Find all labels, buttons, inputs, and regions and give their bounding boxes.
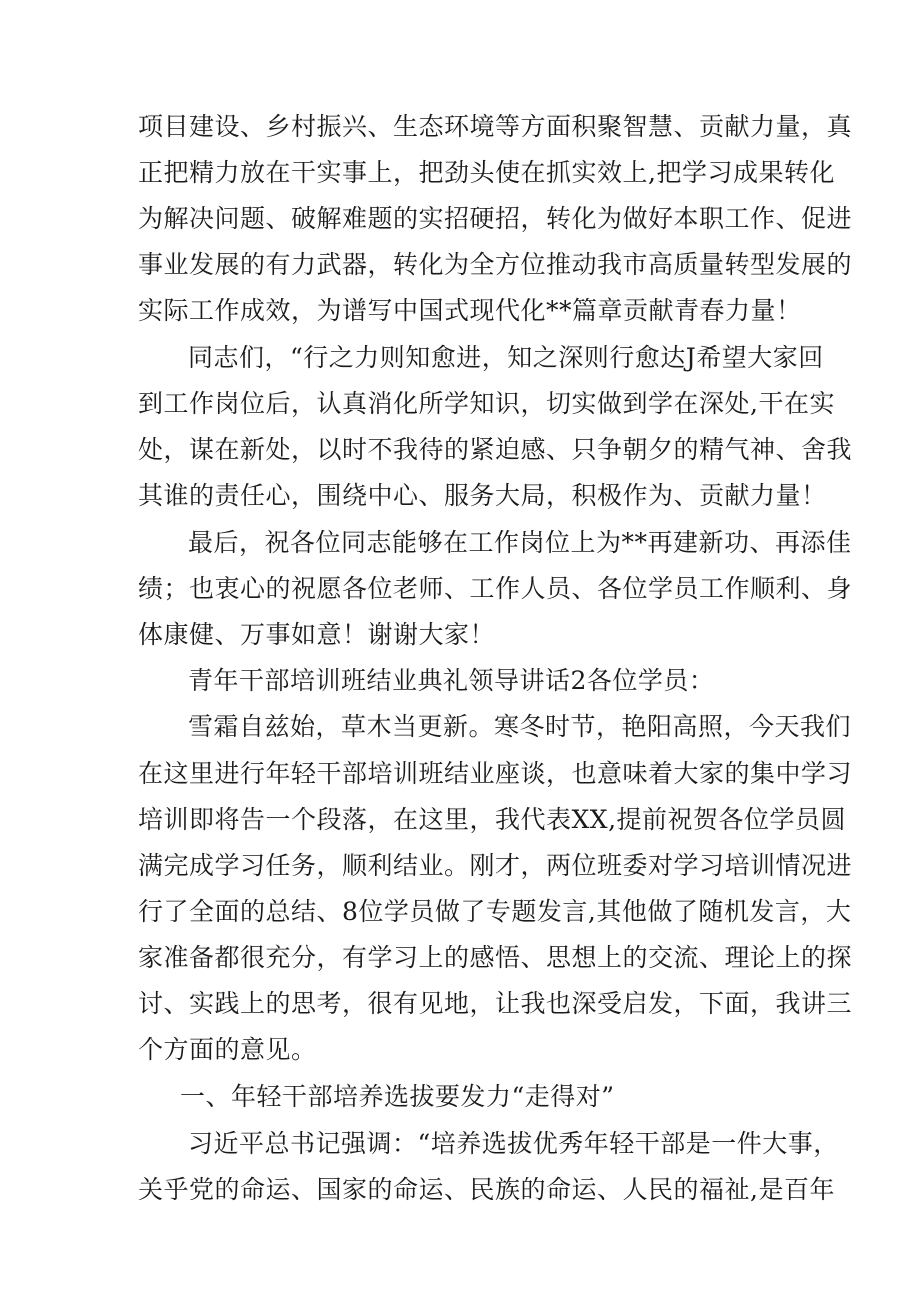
paragraph-line: 关乎党的命运、国家的命运、民族的命运、人民的福祉,是百年 <box>138 1175 835 1204</box>
paragraph-line: 其谁的责任心，围绕中心、服务大局，积极作为、贡献力量！ <box>138 481 827 510</box>
paragraph-line: 满完成学习任务，顺利结业。刚才，两位班委对学习培训情况进 <box>138 851 853 880</box>
paragraph-line: 项目建设、乡村振兴、生态环境等方面积聚智慧、贡献力量，真 <box>138 112 853 141</box>
paragraph-line: 习近平总书记强调：“培养选拔优秀年轻干部是一件大事， <box>188 1129 839 1158</box>
paragraph-line: 在这里进行年轻干部培训班结业座谈，也意味着大家的集中学习 <box>138 759 853 788</box>
section-title: 青年干部培训班结业典礼领导讲话2各位学员： <box>188 666 715 695</box>
paragraph-line: 实际工作成效，为谱写中国式现代化**篇章贡献青春力量！ <box>138 296 802 325</box>
paragraph-line: 最后，祝各位同志能够在工作岗位上为**再建新功、再添佳 <box>188 528 852 557</box>
paragraph-line: 个方面的意见。 <box>138 1035 317 1064</box>
paragraph-line: 绩；也衷心的祝愿各位老师、工作人员、各位学员工作顺利、身 <box>138 574 853 603</box>
paragraph-line: 到工作岗位后，认真消化所学知识，切实做到学在深处,干在实 <box>138 389 835 418</box>
paragraph-line: 为解决问题、破解难题的实招硬招，转化为做好本职工作、促进 <box>138 204 853 233</box>
paragraph-line: 正把精力放在干实事上，把劲头使在抓实效上,把学习成果转化 <box>138 158 835 187</box>
paragraph-line: 培训即将告一个段落，在这里，我代表XX,提前祝贺各位学员圆 <box>138 805 847 834</box>
paragraph-line: 体康健、万事如意！谢谢大家！ <box>138 620 496 649</box>
paragraph-line: 家准备都很充分，有学习上的感悟、思想上的交流、理论上的探 <box>138 943 853 972</box>
paragraph-line: 处，谋在新处，以时不我待的紧迫感、只争朝夕的精气神、舍我 <box>138 435 853 464</box>
paragraph-line: 讨、实践上的思考，很有见地，让我也深受启发，下面，我讲三 <box>138 989 853 1018</box>
paragraph-line: 事业发展的有力武器，转化为全方位推动我市高质量转型发展的 <box>138 250 853 279</box>
paragraph-line: 同志们，“行之力则知愈进，知之深则行愈达J希望大家回 <box>188 343 824 372</box>
section-heading: 一、年轻干部培养选拔要发力“走得对” <box>180 1082 615 1111</box>
paragraph-line: 行了全面的总结、8位学员做了专题发言,其他做了随机发言，大 <box>138 897 852 926</box>
paragraph-line: 雪霜自兹始，草木当更新。寒冬时节，艳阳高照，今天我们 <box>188 712 852 741</box>
